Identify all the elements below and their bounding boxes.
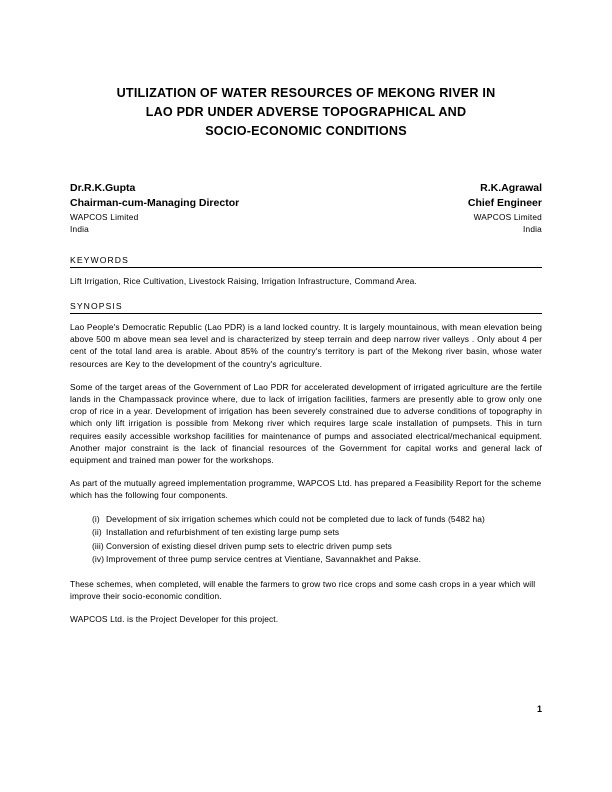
paragraph: As part of the mutually agreed implementation programme, WAPCOS Ltd. has prepared a Feasibility Report for the scheme which has the following four components. [70, 478, 542, 501]
author-name: R.K.Agrawal [480, 182, 542, 194]
paragraph: WAPCOS Ltd. is the Project Developer for this project. [70, 614, 279, 625]
synopsis-heading: SYNOPSIS [70, 301, 123, 311]
author-block [70, 181, 542, 241]
keywords-heading: KEYWORDS [70, 255, 129, 265]
author-role: Chief Engineer [467, 197, 542, 209]
author-left [70, 181, 239, 235]
list-item [70, 526, 542, 540]
author-organization: WAPCOS Limited [70, 212, 139, 222]
paragraph: These schemes, when completed, will enable the farmers to grow two rice crops and some cash crops in a year which will improve their socio-economic condition. [70, 578, 536, 601]
synopsis-divider [70, 313, 542, 314]
author-country: India [70, 224, 89, 234]
keywords-divider [70, 267, 542, 268]
list-item-marker: (iv) [92, 554, 105, 565]
list-item [70, 540, 542, 554]
list-item [70, 513, 542, 527]
list-item-text: Conversion of existing diesel driven pump sets to electric driven pump sets [106, 540, 392, 551]
list-item-text: Improvement of three pump service centres at Vientiane, Savannakhet and Pakse. [106, 554, 422, 565]
keywords-text: Lift Irrigation, Rice Cultivation, Livestock Raising, Irrigation Infrastructure, Command Area. [70, 276, 417, 286]
list-item-marker: (iii) [92, 540, 104, 551]
document-content [70, 84, 542, 636]
title-line-1: UTILIZATION OF WATER RESOURCES OF MEKONG RIVER IN [116, 86, 496, 100]
list-item-text: Development of six irrigation schemes which could not be completed due to lack of funds (5482 ha) [106, 513, 485, 524]
author-organization: WAPCOS Limited [473, 212, 542, 222]
paragraph: Lao People's Democratic Republic (Lao PDR) is a land locked country. It is largely mountainous, with mean elevation being above 500 m above mean sea level and is characterized by steep terrain and deep narrow river valleys . Only about 4 per cent of the total land area is arable. About 85% of the country's territory is part of the Mekong river basin, whose water resources are Key to the development of the country's agriculture. [70, 322, 542, 369]
title-line-3: SOCIO-ECONOMIC CONDITIONS [205, 124, 407, 138]
author-name: Dr.R.K.Gupta [70, 182, 136, 194]
page-number: 1 [536, 704, 542, 714]
page-title [70, 84, 542, 141]
list-item-text: Installation and refurbishment of ten existing large pump sets [106, 527, 340, 538]
list-item-marker: (i) [92, 513, 100, 524]
list-item [70, 553, 542, 567]
list-item-marker: (ii) [92, 527, 102, 538]
author-role: Chairman-cum-Managing Director [70, 197, 240, 209]
author-right [468, 181, 542, 235]
paragraph: Some of the target areas of the Government of Lao PDR for accelerated development of irrigated agriculture are the fertile lands in the Champassack province where, due to lack of irrigation facilities, farmers are presently able to grow only one crop of rice in a year. Development of irrigation has been severely constrained due to adverse conditions of topography in which only lift irrigation is possible from Mekong river which requires large scale installation of pumpsets. This in turn requires easily accessible workshop facilities for maintenance of pumps and associated electrical/mechanical equipment. Another major constraint is the lack of financial resources of the Government for capital works and general lack of equipment and trained man power for the workshops. [70, 381, 542, 466]
components-list [70, 513, 542, 567]
author-country: India [523, 224, 542, 234]
title-line-2: LAO PDR UNDER ADVERSE TOPOGRAPHICAL AND [145, 105, 467, 119]
